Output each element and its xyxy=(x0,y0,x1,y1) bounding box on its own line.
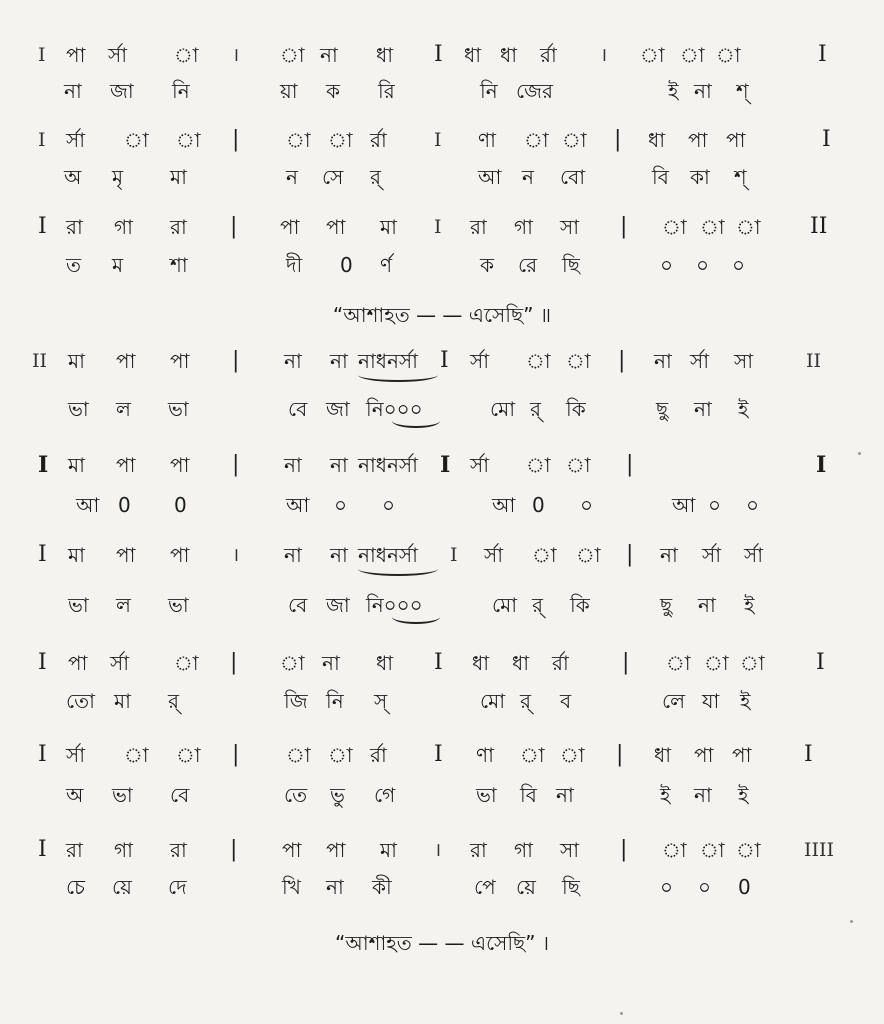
lyric-syllable: মা xyxy=(114,689,131,713)
lyric-syllable: ন xyxy=(522,165,534,189)
lyric-syllable: ০ xyxy=(334,493,348,517)
lyric-syllable: মা xyxy=(170,165,187,189)
swara-note: া xyxy=(566,453,591,477)
swara-row xyxy=(0,40,884,74)
swara-note: া xyxy=(736,838,761,862)
bar-line: | xyxy=(232,127,240,152)
lyric-syllable: গে xyxy=(374,783,396,807)
lyric-syllable: শ্ xyxy=(734,165,747,189)
lyric-syllable: ই xyxy=(660,783,671,807)
bar-line: । xyxy=(232,544,240,566)
lyric-syllable: শা xyxy=(170,253,188,277)
lyric-syllable: ভা xyxy=(476,783,497,807)
swara-note: া xyxy=(740,651,765,675)
swara-note: মা xyxy=(68,543,85,567)
lyric-syllable: র্ xyxy=(520,689,532,713)
swara-note: া xyxy=(176,743,201,767)
lyric-row xyxy=(0,686,884,720)
lyric-syllable: জের xyxy=(516,79,554,103)
swara-note: া xyxy=(700,215,725,239)
bar-line: | xyxy=(620,214,628,239)
swara-note: পা xyxy=(694,743,714,767)
scan-speck xyxy=(620,1012,623,1015)
swara-row xyxy=(0,540,884,574)
swara-note: ধা xyxy=(472,651,490,675)
refrain-line: “আশাহত — — এসেছি” ॥ xyxy=(332,303,552,327)
lyric-syllable: লে xyxy=(662,689,686,713)
bar-line: I xyxy=(818,42,827,67)
swara-note: সা xyxy=(560,215,580,239)
lyric-syllable: র্ xyxy=(370,165,382,189)
swara-note: না xyxy=(330,543,348,567)
lyric-syllable: তো xyxy=(66,689,95,713)
swara-note: রা xyxy=(470,215,487,239)
lyric-syllable: নি xyxy=(326,689,344,713)
refrain-line: “আশাহত — — এসেছি” । xyxy=(334,931,550,955)
lyric-syllable: আ xyxy=(492,493,516,517)
slur-mark xyxy=(392,414,440,428)
swara-note: া xyxy=(680,43,705,67)
bar-line: | xyxy=(230,837,238,862)
lyric-syllable: মো xyxy=(492,593,518,617)
lyric-syllable: র্ xyxy=(168,689,180,713)
lyric-syllable: আ xyxy=(76,493,100,517)
swara-note: গা xyxy=(114,838,133,862)
swara-note: া xyxy=(526,349,551,373)
swara-note: পা xyxy=(326,215,346,239)
lyric-syllable: ০ xyxy=(660,875,674,899)
lyric-syllable: কা xyxy=(690,165,710,189)
swara-note: পা xyxy=(66,43,86,67)
lyric-syllable: ০ xyxy=(732,253,746,277)
bar-line: | xyxy=(626,452,634,477)
swara-note: ধা xyxy=(654,743,672,767)
bar-line: I xyxy=(38,650,47,675)
bar-line: | xyxy=(620,837,628,862)
lyric-syllable: না xyxy=(556,783,574,807)
slur-mark xyxy=(392,610,440,624)
swara-note: মা xyxy=(380,838,397,862)
lyric-syllable: ০ xyxy=(382,493,396,517)
bar-line: IIII xyxy=(804,839,835,861)
lyric-syllable: কি xyxy=(570,593,590,617)
lyric-syllable: ছি xyxy=(562,875,580,899)
bar-line: I xyxy=(434,129,442,151)
lyric-syllable: র্ণ xyxy=(380,253,393,277)
lyric-syllable: ই xyxy=(740,689,751,713)
swara-note: া xyxy=(124,128,149,152)
lyric-syllable: ভা xyxy=(68,397,89,421)
swara-note: া xyxy=(286,128,311,152)
lyric-syllable: ছু xyxy=(660,593,673,617)
lyric-syllable: ভা xyxy=(168,397,189,421)
swara-note: া xyxy=(532,543,557,567)
bar-line: I xyxy=(440,452,451,478)
swara-note: র্সা xyxy=(110,651,130,675)
lyric-syllable: য়া xyxy=(280,79,298,103)
bar-line: I xyxy=(434,216,442,238)
swara-note: পা xyxy=(116,543,136,567)
swara-note: না xyxy=(660,543,678,567)
lyric-syllable: ভু xyxy=(330,783,345,807)
lyric-syllable: অ xyxy=(66,783,84,807)
swara-note: না xyxy=(320,43,338,67)
lyric-syllable: ই xyxy=(738,397,749,421)
bar-line: I xyxy=(38,129,46,151)
lyric-row xyxy=(0,76,884,110)
lyric-syllable: নি০০০ xyxy=(366,397,423,421)
lyric-syllable: নি xyxy=(172,79,190,103)
lyric-row xyxy=(0,780,884,814)
swara-note: া xyxy=(640,43,665,67)
lyric-syllable: ভা xyxy=(68,593,89,617)
swara-note: না xyxy=(284,453,302,477)
swara-note: া xyxy=(328,128,353,152)
bar-line: I xyxy=(434,650,443,675)
lyric-syllable: বি xyxy=(652,165,669,189)
swara-note: রা xyxy=(170,838,187,862)
swara-note: া xyxy=(704,651,729,675)
lyric-syllable: বে xyxy=(288,593,308,617)
lyric-row xyxy=(0,590,884,624)
bar-line: I xyxy=(38,44,46,66)
lyric-syllable: দী xyxy=(286,253,303,277)
lyric-syllable: মো xyxy=(490,397,516,421)
swara-row xyxy=(0,835,884,869)
lyric-syllable: শ্ xyxy=(736,79,749,103)
swara-note: পা xyxy=(732,743,752,767)
bar-line: I xyxy=(816,452,827,478)
swara-note: ণা xyxy=(478,128,496,152)
lyric-syllable: য়ে xyxy=(112,875,132,899)
lyric-syllable: ল xyxy=(116,593,131,617)
swara-note: র্সা xyxy=(66,128,86,152)
swara-note: া xyxy=(560,743,585,767)
swara-note: া xyxy=(286,743,311,767)
bar-line: | xyxy=(230,214,238,239)
bar-line: I xyxy=(434,742,443,767)
lyric-syllable: 0 xyxy=(738,875,751,899)
lyric-syllable: না xyxy=(694,79,712,103)
lyric-syllable: বো xyxy=(560,165,586,189)
lyric-syllable: 0 xyxy=(174,493,187,517)
swara-note: া xyxy=(526,453,551,477)
swara-note: পা xyxy=(282,838,302,862)
lyric-syllable: স্ xyxy=(374,689,388,713)
lyric-row xyxy=(0,872,884,906)
swara-note: পা xyxy=(726,128,746,152)
lyric-syllable: আ xyxy=(672,493,696,517)
lyric-syllable: মৃ xyxy=(112,165,124,189)
swara-note: া xyxy=(176,128,201,152)
swara-note: ধা xyxy=(500,43,518,67)
bar-line: I xyxy=(38,742,47,767)
lyric-syllable: ম xyxy=(112,253,124,277)
bar-line: । xyxy=(232,44,240,66)
lyric-syllable: জা xyxy=(110,79,134,103)
bar-line: I xyxy=(816,650,825,675)
lyric-syllable: পে xyxy=(474,875,496,899)
lyric-syllable: বে xyxy=(288,397,308,421)
bar-line: II xyxy=(806,350,822,372)
lyric-syllable: অ xyxy=(64,165,82,189)
lyric-syllable: ০ xyxy=(580,493,594,517)
swara-note: রা xyxy=(470,838,487,862)
swara-note: পা xyxy=(116,453,136,477)
swara-note: না xyxy=(284,543,302,567)
lyric-syllable: না xyxy=(694,397,712,421)
swara-note: া xyxy=(328,743,353,767)
swara-note: র্রা xyxy=(540,43,557,67)
lyric-syllable: ০ xyxy=(660,253,674,277)
swara-note: না xyxy=(322,651,340,675)
bar-line: I xyxy=(38,452,49,478)
lyric-syllable: ভা xyxy=(168,593,189,617)
swara-note: া xyxy=(520,743,545,767)
lyric-syllable: ছু xyxy=(656,397,669,421)
swara-note: ণা xyxy=(476,743,494,767)
lyric-syllable: ০ xyxy=(708,493,722,517)
lyric-syllable: ক xyxy=(480,253,494,277)
swara-note: র্সা xyxy=(470,453,490,477)
lyric-syllable: ই xyxy=(744,593,755,617)
bar-line: | xyxy=(626,542,634,567)
swara-note: র্সা xyxy=(66,743,86,767)
bar-line: | xyxy=(616,742,624,767)
swara-note: ধা xyxy=(648,128,666,152)
bar-line: | xyxy=(232,348,240,373)
swara-note: নাধনর্সা xyxy=(358,543,418,567)
bar-line: I xyxy=(822,127,831,152)
bar-line: I xyxy=(434,42,443,67)
lyric-syllable: 0 xyxy=(118,493,131,517)
bar-line: I xyxy=(450,544,458,566)
lyric-syllable: তে xyxy=(284,783,308,807)
bar-line: । xyxy=(434,839,442,861)
swara-note: া xyxy=(666,651,691,675)
lyric-syllable: দে xyxy=(168,875,187,899)
lyric-syllable: জা xyxy=(326,593,350,617)
swara-note: া xyxy=(124,743,149,767)
swara-note: সা xyxy=(734,349,754,373)
swara-note: র্সা xyxy=(484,543,504,567)
swara-note: া xyxy=(174,651,199,675)
bar-line: | xyxy=(232,452,240,477)
lyric-syllable: বে xyxy=(170,783,190,807)
swara-note: া xyxy=(576,543,601,567)
lyric-row xyxy=(0,490,884,524)
swara-row xyxy=(0,125,884,159)
swara-note: রা xyxy=(66,215,83,239)
swara-note: গা xyxy=(514,215,533,239)
swara-note: না xyxy=(284,349,302,373)
swara-note: নাধনর্সা xyxy=(358,349,418,373)
swara-note: ধা xyxy=(376,651,394,675)
lyric-syllable: জি xyxy=(284,689,308,713)
swara-note: পা xyxy=(326,838,346,862)
swara-note: রা xyxy=(170,215,187,239)
swara-note: র্সা xyxy=(108,43,128,67)
bar-line: | xyxy=(232,742,240,767)
swara-row xyxy=(0,346,884,380)
lyric-syllable: ন xyxy=(286,165,298,189)
swara-note: া xyxy=(562,128,587,152)
swara-note: া xyxy=(280,43,305,67)
lyric-syllable: ই xyxy=(668,79,679,103)
lyric-syllable: য়ে xyxy=(516,875,536,899)
swara-row xyxy=(0,450,884,484)
swara-note: গা xyxy=(514,838,533,862)
lyric-syllable: রে xyxy=(518,253,538,277)
swara-note: পা xyxy=(170,349,190,373)
lyric-syllable: খি xyxy=(282,875,301,899)
swara-note: পা xyxy=(170,453,190,477)
bar-line: । xyxy=(600,44,608,66)
lyric-syllable: ব xyxy=(560,689,572,713)
swara-note: ধা xyxy=(464,43,482,67)
lyric-syllable: বি xyxy=(520,783,537,807)
lyric-row xyxy=(0,394,884,428)
swara-note: া xyxy=(700,838,725,862)
swara-note: র্সা xyxy=(702,543,722,567)
lyric-syllable: না xyxy=(698,593,716,617)
swara-note: া xyxy=(716,43,741,67)
swara-note: র্রা xyxy=(370,743,387,767)
swara-note: পা xyxy=(68,651,88,675)
swara-note: ধা xyxy=(512,651,530,675)
swara-note: না xyxy=(330,453,348,477)
swara-note: না xyxy=(654,349,672,373)
swara-note: র্রা xyxy=(370,128,387,152)
bar-line: II xyxy=(32,350,48,372)
scan-speck xyxy=(850,920,853,923)
lyric-syllable: কী xyxy=(372,875,392,899)
lyric-syllable: ০ xyxy=(746,493,760,517)
lyric-syllable: জা xyxy=(326,397,350,421)
bar-line: | xyxy=(230,650,238,675)
swara-note: া xyxy=(524,128,549,152)
swara-note: মা xyxy=(380,215,397,239)
swara-note: র্সা xyxy=(744,543,764,567)
lyric-syllable: ত xyxy=(66,253,82,277)
lyric-syllable: আ xyxy=(478,165,502,189)
swara-note: া xyxy=(736,215,761,239)
lyric-syllable: ল xyxy=(116,397,131,421)
lyric-syllable: ছি xyxy=(562,253,580,277)
scan-speck xyxy=(858,452,861,455)
lyric-syllable: নি০০০ xyxy=(366,593,423,617)
lyric-syllable: না xyxy=(326,875,344,899)
lyric-syllable: না xyxy=(694,783,712,807)
swara-note: পা xyxy=(116,349,136,373)
lyric-syllable: ই xyxy=(738,783,749,807)
lyric-syllable: ০ xyxy=(698,875,712,899)
swara-note: গা xyxy=(114,215,133,239)
swara-note: মা xyxy=(68,349,85,373)
lyric-syllable: চে xyxy=(66,875,85,899)
lyric-syllable: নি xyxy=(480,79,498,103)
lyric-syllable: মো xyxy=(480,689,506,713)
lyric-syllable: সে xyxy=(322,165,344,189)
bar-line: | xyxy=(614,127,622,152)
lyric-row xyxy=(0,250,884,284)
swara-note: া xyxy=(566,349,591,373)
swara-note: র্সা xyxy=(470,349,490,373)
swara-note: া xyxy=(662,215,687,239)
lyric-syllable: র্ xyxy=(530,397,542,421)
lyric-syllable: রি xyxy=(378,79,395,103)
lyric-row xyxy=(0,162,884,196)
lyric-syllable: 0 xyxy=(340,253,353,277)
swara-note: া xyxy=(174,43,199,67)
swara-note: র্সা xyxy=(690,349,710,373)
lyric-syllable: ০ xyxy=(696,253,710,277)
bar-line: | xyxy=(618,348,626,373)
bar-line: | xyxy=(622,650,630,675)
swara-note: সা xyxy=(560,838,580,862)
swara-note: মা xyxy=(68,453,85,477)
lyric-syllable: র্ xyxy=(532,593,544,617)
bar-line: I xyxy=(38,214,47,239)
swara-row xyxy=(0,212,884,246)
lyric-syllable: কি xyxy=(566,397,586,421)
slur-mark xyxy=(358,368,438,382)
swara-row xyxy=(0,740,884,774)
bar-line: I xyxy=(440,348,449,373)
swara-note: নাধনর্সা xyxy=(358,453,418,477)
swara-note: পা xyxy=(170,543,190,567)
swara-note: রা xyxy=(66,838,83,862)
lyric-syllable: ভা xyxy=(112,783,133,807)
lyric-syllable: যা xyxy=(702,689,720,713)
swara-note: ধা xyxy=(376,43,394,67)
bar-line: I xyxy=(38,542,47,567)
lyric-syllable: না xyxy=(64,79,82,103)
lyric-syllable: ক xyxy=(326,79,340,103)
lyric-syllable: 0 xyxy=(532,493,545,517)
swara-note: পা xyxy=(280,215,300,239)
bar-line: I xyxy=(804,742,813,767)
lyric-syllable: আ xyxy=(286,493,310,517)
swara-note: না xyxy=(330,349,348,373)
slur-mark xyxy=(358,562,438,576)
swara-note: া xyxy=(280,651,305,675)
swara-row xyxy=(0,648,884,682)
bar-line: II xyxy=(810,214,828,239)
bar-line: I xyxy=(38,837,47,862)
swara-note: পা xyxy=(688,128,708,152)
swara-note: া xyxy=(662,838,687,862)
swara-note: র্রা xyxy=(552,651,569,675)
